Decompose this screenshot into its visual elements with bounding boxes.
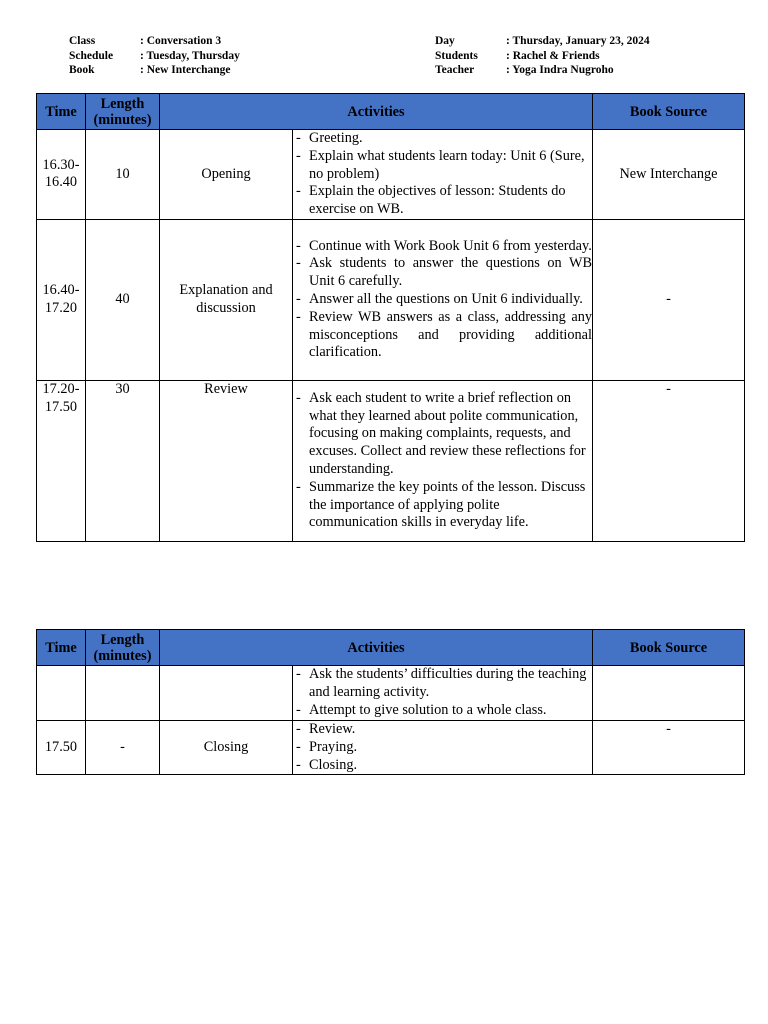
day-label: Day — [435, 35, 455, 47]
stage-cell: Opening — [160, 130, 293, 220]
length-cell: - — [86, 721, 160, 775]
time-cell: 17.50 — [37, 721, 86, 775]
activity-item: - Answer all the questions on Unit 6 individually. — [293, 291, 592, 309]
activity-item: - Summarize the key points of the lesson. Discuss the importance of applying polite communication skills in everyday life. — [293, 479, 592, 532]
class-label: Class — [69, 35, 96, 47]
book-source-cell — [593, 666, 745, 721]
book-label: Book — [69, 64, 95, 76]
length-cell: 30 — [86, 380, 160, 541]
stage-cell: Explanation and discussion — [160, 219, 293, 380]
book-row — [69, 63, 240, 78]
activity-item: - Ask the students’ difficulties during the teaching and learning activity. — [293, 666, 592, 702]
activity-item: - Review WB answers as a class, addressing any misconceptions and providing additional clarification. — [293, 309, 592, 362]
activity-item: - Review. — [293, 721, 592, 739]
book-value: : New Interchange — [140, 64, 231, 76]
schedule-value: : Tuesday, Thursday — [140, 49, 240, 62]
students-row — [435, 49, 650, 64]
activities-cell — [293, 219, 593, 380]
lesson-plan-table-2 — [36, 629, 745, 775]
activities-cell — [293, 721, 593, 775]
book-source-cell: - — [593, 380, 745, 541]
teacher-row — [435, 63, 650, 78]
time-cell: 16.40-17.20 — [37, 219, 86, 380]
activity-item: - Ask each student to write a brief reflection on what they learned about polite communication, focusing on making complaints, requests, and excuses. Collect and review these reflections for understanding. — [293, 390, 592, 479]
table-row — [37, 380, 745, 541]
lesson-plan-table-1 — [36, 93, 745, 542]
table-header-row — [37, 94, 745, 130]
time-cell: 16.30-16.40 — [37, 130, 86, 220]
book-source-cell: - — [593, 721, 745, 775]
activities-cell — [293, 666, 593, 721]
class-value: : Conversation 3 — [140, 35, 222, 47]
activity-item: - Closing. — [293, 757, 592, 775]
length-cell: 40 — [86, 219, 160, 380]
day-value: : Thursday, January 23, 2024 — [506, 35, 650, 47]
teacher-value: : Yoga Indra Nugroho — [506, 64, 614, 76]
schedule-label: Schedule — [69, 49, 114, 62]
activities-cell — [293, 130, 593, 220]
length-cell: 10 — [86, 130, 160, 220]
day-row — [435, 34, 650, 49]
book-source-cell: New Interchange — [593, 130, 745, 220]
time-cell — [37, 666, 86, 721]
stage-cell — [160, 666, 293, 721]
col-time-header: Time — [37, 630, 86, 666]
col-book-source-header: Book Source — [593, 630, 745, 666]
col-book-source-header: Book Source — [593, 94, 745, 130]
table-header-row — [37, 630, 745, 666]
activity-item: - Attempt to give solution to a whole class. — [293, 702, 592, 720]
time-cell: 17.20-17.50 — [37, 380, 86, 541]
col-length-header: Length (minutes) — [86, 630, 160, 666]
activity-item: - Explain what students learn today: Unit 6 (Sure, no problem) — [293, 148, 592, 184]
activities-cell — [293, 380, 593, 541]
book-source-cell: - — [593, 219, 745, 380]
activity-item: - Greeting. — [293, 130, 592, 148]
col-activities-header: Activities — [160, 94, 593, 130]
header-left — [69, 34, 240, 78]
table-row — [37, 219, 745, 380]
students-label: Students — [435, 49, 478, 62]
stage-cell: Closing — [160, 721, 293, 775]
table-row — [37, 130, 745, 220]
stage-cell: Review — [160, 380, 293, 541]
activity-item: - Ask students to answer the questions on WB Unit 6 carefully. — [293, 255, 592, 291]
class-row — [69, 34, 240, 49]
header-right — [435, 34, 650, 78]
col-length-header: Length (minutes) — [86, 94, 160, 130]
col-time-header: Time — [37, 94, 86, 130]
teacher-label: Teacher — [435, 64, 475, 76]
students-value: : Rachel & Friends — [506, 49, 600, 62]
col-activities-header: Activities — [160, 630, 593, 666]
length-cell — [86, 666, 160, 721]
table-row — [37, 666, 745, 721]
activity-item: - Continue with Work Book Unit 6 from yesterday. — [293, 238, 592, 256]
table-row — [37, 721, 745, 775]
activity-item: - Explain the objectives of lesson: Students do exercise on WB. — [293, 183, 592, 219]
activity-item: - Praying. — [293, 739, 592, 757]
schedule-row — [69, 49, 240, 64]
